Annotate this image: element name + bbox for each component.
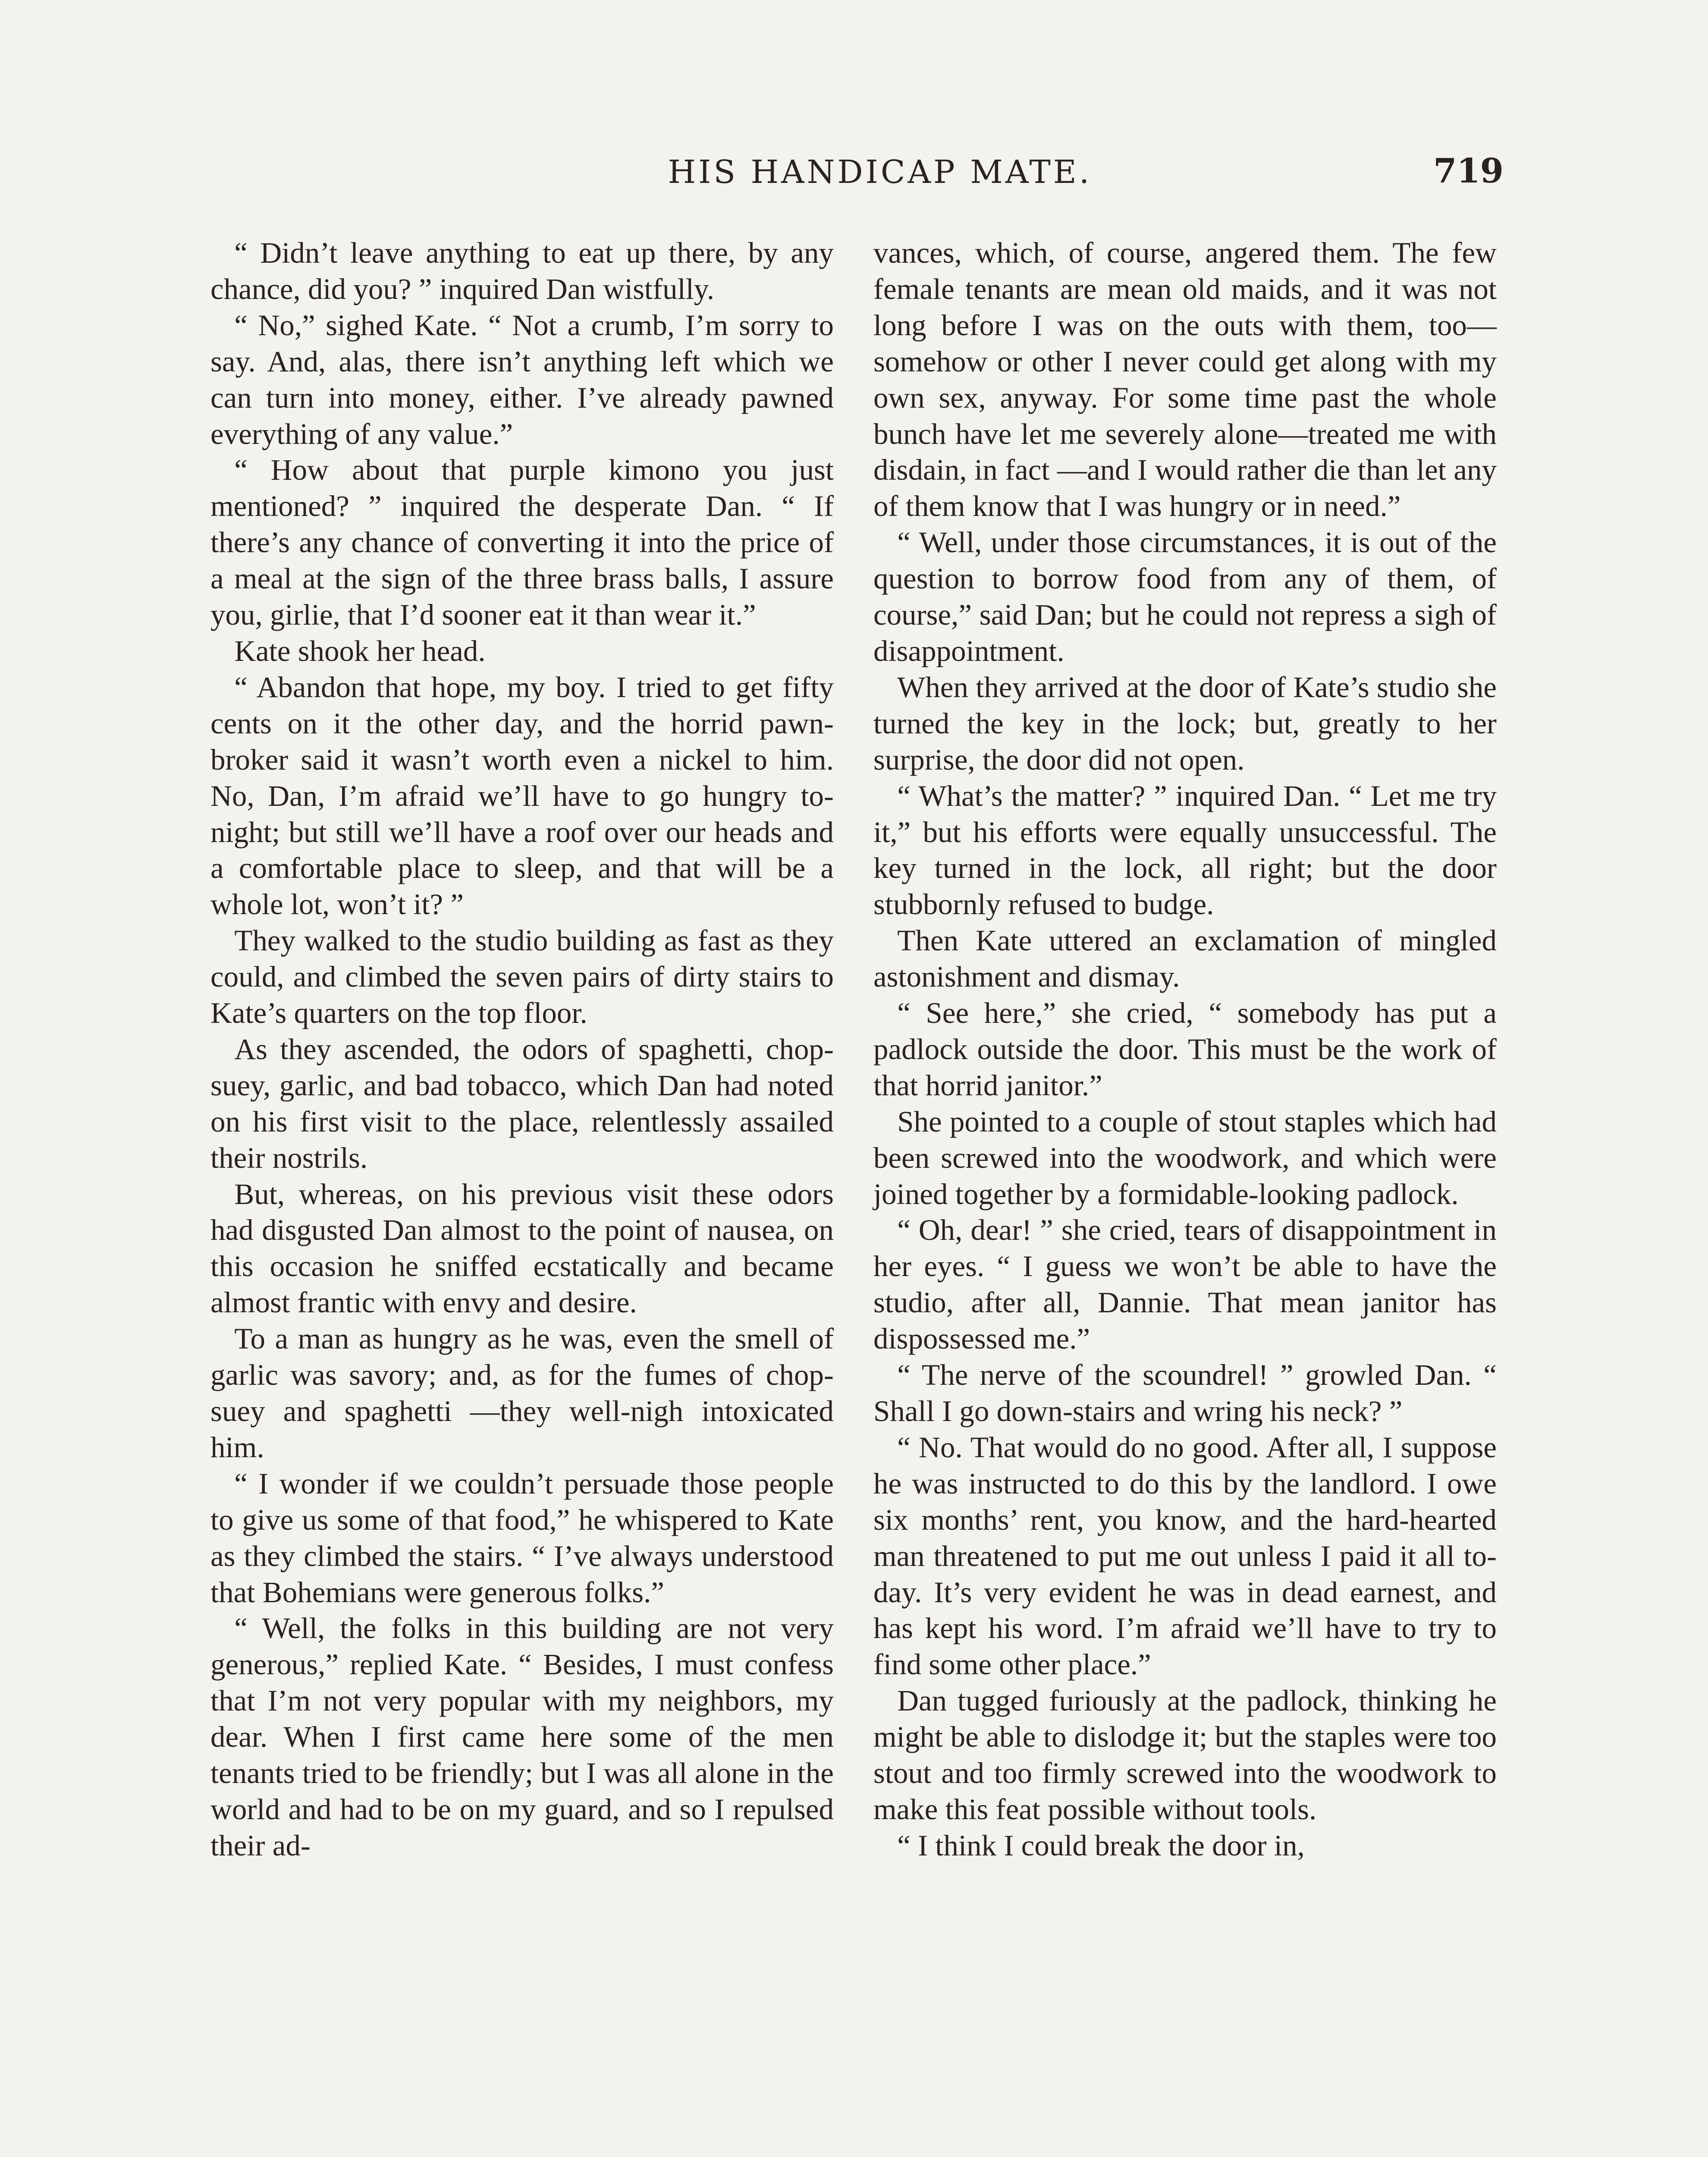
paragraph: Kate shook her head. [234,634,486,667]
paragraph: They walked to the studio building as fast as they could, and climbed the seven pairs of dirty stairs to Kate’s quarters on the top floor. [210,924,834,1030]
page-number: 719 [1433,151,1504,191]
paragraph: “ Oh, dear! ” she cried, tears of disappointment in her eyes. “ I guess we won’t be able to have the studio, after all, Dannie. That mean janitor has dispossessed me.” [873,1214,1497,1355]
running-title: HIS HANDICAP MATE. [668,154,1092,191]
paragraph: When they arrived at the door of Kate’s studio she turned the key in the lock; but, greatly to her surprise, the door did not open. [873,670,1497,776]
paragraph: “ No. That would do no good. After all, I suppose he was instructed to do this by the landlord. I owe six months’ rent, you know, and the hard-hearted man threatened to put me out unless I paid it all to-day. It’s very evident he was in dead earnest, and has kept his word. I’m afraid we’ll have to try to find some other place.” [873,1431,1497,1681]
paragraph: To a man as hungry as he was, even the smell of garlic was savory; and, as for the fumes of chop-suey and spaghetti —they well-nigh intoxicated him. [210,1322,834,1464]
left-column [210,235,834,1864]
paragraph: “ Well, under those circumstances, it is out of the question to borrow food from any of them, of course,” said Dan; but he could not repress a sigh of disappointment. [873,526,1497,667]
paragraph: “ Well, the folks in this building are not very generous,” replied Kate. “ Besides, I must confess that I’m not very popular with my neighbors, my dear. When I first came here some of the men tenants tried to be friendly; but I was all alone in the world and had to be on my guard, and so I repulsed their ad- [210,1612,834,1862]
paragraph: “ The nerve of the scoundrel! ” growled Dan. “ Shall I go down-stairs and wring his neck? ” [873,1358,1497,1428]
paragraph: “ No,” sighed Kate. “ Not a crumb, I’m sorry to say. And, alas, there isn’t anything left which we can turn into money, either. I’ve already pawned everything of any value.” [210,308,834,450]
paragraph: “ What’s the matter? ” inquired Dan. “ Let me try it,” but his efforts were equally unsuccessful. The key turned in the lock, all right; but the door stubbornly refused to budge. [873,779,1497,921]
paragraph: “ Didn’t leave anything to eat up there, by any chance, did you? ” inquired Dan wistfully. [210,236,834,305]
paragraph: She pointed to a couple of stout staples which had been screwed into the woodwork, and which were joined together by a formidable-looking padlock. [873,1105,1497,1211]
paragraph: “ See here,” she cried, “ somebody has put a padlock outside the door. This must be the work of that horrid janitor.” [873,997,1497,1102]
paragraph: “ How about that purple kimono you just mentioned? ” inquired the desperate Dan. “ If there’s any chance of converting it into the price of a meal at the sign of the three brass balls, I assure you, girlie, that I’d sooner eat it than wear it.” [210,453,834,632]
paragraph: Dan tugged furiously at the padlock, thinking he might be able to dislodge it; but the staples were too stout and too firmly screwed into the woodwork to make this feat possible without tools. [873,1684,1497,1826]
paragraph: But, whereas, on his previous visit these odors had disgusted Dan almost to the point of nausea, on this occasion he sniffed ecstatically and became almost frantic with envy and desire. [210,1177,834,1319]
paragraph: “ I think I could break the door in, [897,1829,1305,1862]
paragraph: Then Kate uttered an exclamation of mingled astonishment and dismay. [873,924,1497,994]
paragraph: “ Abandon that hope, my boy. I tried to get fifty cents on it the other day, and the horrid pawn-broker said it wasn’t worth even a nickel to him. No, Dan, I’m afraid we’ll have to go hungry to-night; but still we’ll have a roof over our heads and a comfortable place to sleep, and that will be a whole lot, won’t it? ” [210,670,834,921]
continued-paragraph: vances, which, of course, angered them. The few female tenants are mean old maids, and it was not long before I was on the outs with them, too—somehow or other I never could get along with my own sex, anyway. For some time past the whole bunch have let me severely alone—treated me with disdain, in fact —and I would rather die than let any of them know that I was hungry or in need.” [873,236,1497,523]
paragraph: As they ascended, the odors of spaghetti, chop-suey, garlic, and bad tobacco, which Dan had noted on his first visit to the place, relentlessly assailed their nostrils. [210,1032,834,1174]
paragraph: “ I wonder if we couldn’t persuade those people to give us some of that food,” he whispered to Kate as they climbed the stairs. “ I’ve always understood that Bohemians were generous folks.” [210,1467,834,1609]
right-column [873,235,1497,1864]
